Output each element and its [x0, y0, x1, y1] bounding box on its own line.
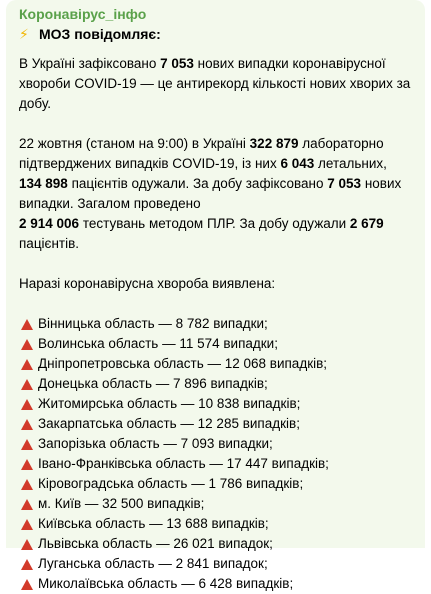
region-text: Волинська область — 11 574 випадки;	[38, 336, 278, 351]
region-item	[19, 574, 413, 594]
text-span: пацієнтів одужали. За добу зафіксовано	[67, 176, 328, 191]
region-item	[19, 334, 413, 354]
total-cases-value: 322 879	[249, 136, 299, 151]
region-text: Запорізька область — 7 093 випадки;	[38, 436, 273, 451]
text-span: В Україні зафіксовано	[19, 56, 161, 71]
text-span: тестувань методом ПЛР. За добу одужали	[79, 216, 350, 231]
headline-text: МОЗ повідомляє:	[39, 26, 161, 42]
region-item	[19, 434, 413, 454]
daily-recovered-value: 2 679	[349, 216, 384, 231]
text-span: нових випадки. Загалом проведено	[19, 176, 402, 211]
deaths-value: 6 043	[280, 156, 315, 171]
region-item	[19, 314, 413, 334]
text-span: 22 жовтня (станом на 9:00) в Україні	[19, 136, 250, 151]
red-triangle-icon	[21, 479, 33, 490]
text-span: нових випадки коронавірусної хвороби COVID-19 — це антирекорд кількості нових хворих за добу.	[19, 56, 411, 111]
region-text: Дніпропетровська область — 12 068 випадків;	[38, 356, 328, 371]
text-span: пацієнтів.	[19, 236, 79, 251]
region-text: м. Київ — 32 500 випадків;	[38, 496, 205, 511]
region-text: Вінницька область — 8 782 випадки;	[38, 316, 268, 331]
red-triangle-icon	[21, 399, 33, 410]
daily-cases-value: 7 053	[327, 176, 362, 191]
red-triangle-icon	[21, 379, 33, 390]
region-item	[19, 494, 413, 514]
region-item	[19, 354, 413, 374]
red-triangle-icon	[21, 359, 33, 370]
paragraph-tests	[19, 214, 413, 254]
red-triangle-icon	[21, 419, 33, 430]
region-item	[19, 514, 413, 534]
region-item	[19, 454, 413, 474]
new-cases-value: 7 053	[160, 56, 194, 71]
paragraph-stats	[19, 134, 413, 214]
red-triangle-icon	[21, 499, 33, 510]
region-item	[19, 474, 413, 494]
region-text: Житомирська область — 10 838 випадків;	[38, 396, 301, 411]
tests-value: 2 914 006	[19, 216, 80, 231]
red-triangle-icon	[21, 439, 33, 450]
headline	[19, 24, 413, 44]
channel-name[interactable]: Коронавірус_інфо	[19, 6, 147, 22]
regions-intro: Наразі коронавірусна хвороба виявлена:	[19, 276, 276, 291]
red-triangle-icon	[21, 539, 33, 550]
region-text: Кіровоградська область — 1 786 випадків;	[38, 476, 304, 491]
recovered-value: 134 898	[19, 176, 68, 191]
red-triangle-icon	[21, 579, 33, 590]
region-text: Донецька область — 7 896 випадків;	[38, 376, 268, 391]
region-text: Львівська область — 26 021 випадок;	[38, 536, 273, 551]
region-item	[19, 554, 413, 574]
region-item	[19, 374, 413, 394]
text-span: летальних,	[314, 156, 387, 171]
red-triangle-icon	[21, 339, 33, 350]
lightning-icon: ⚡	[19, 26, 29, 42]
paragraph-record	[19, 54, 413, 114]
message-bubble	[6, 0, 425, 591]
region-list	[19, 314, 413, 594]
region-text: Івано-Франківська область — 17 447 випадків;	[38, 456, 329, 471]
region-item	[19, 394, 413, 414]
red-triangle-icon	[21, 519, 33, 530]
region-text: Луганська область — 2 841 випадок;	[38, 556, 268, 571]
red-triangle-icon	[21, 559, 33, 570]
region-text: Київська область — 13 688 випадків;	[38, 516, 269, 531]
text-span: лабораторно підтверджених випадків COVID-19, із них	[19, 136, 384, 171]
region-item	[19, 534, 413, 554]
red-triangle-icon	[21, 459, 33, 470]
red-triangle-icon	[21, 319, 33, 330]
region-text: Миколаївська область — 6 428 випадків;	[38, 576, 294, 591]
region-item	[19, 414, 413, 434]
region-text: Закарпатська область — 12 285 випадків;	[38, 416, 300, 431]
